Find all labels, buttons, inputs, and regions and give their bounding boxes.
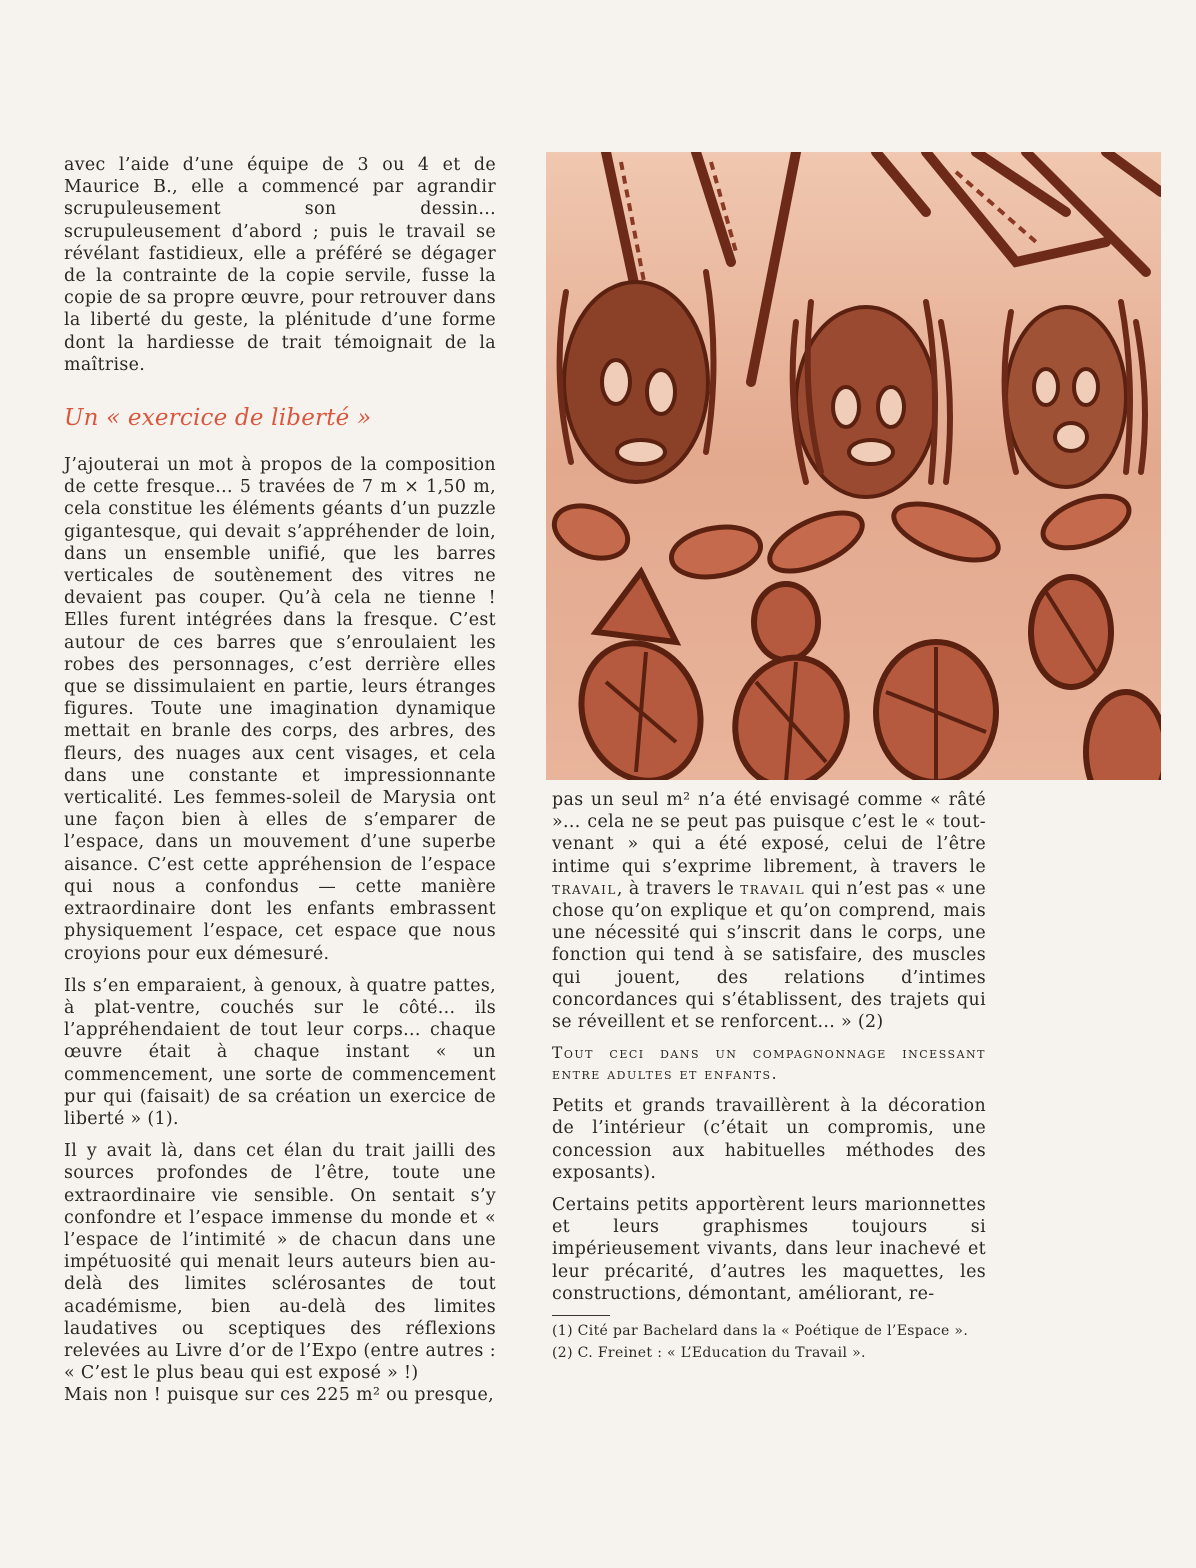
section-heading: Un « exercice de liberté » (64, 405, 372, 432)
right-paragraph-3: Petits et grands travaillèrent à la décoration de l’intérieur (c’était un compromis, une concession aux habituelles méthodes des exposants). (552, 1096, 986, 1183)
footnote-1: (1) Cité par Bachelard dans la « Poétique de l’Espace ». (552, 1323, 969, 1340)
left-paragraph-5: Mais non ! puisque sur ces 225 m² ou presque, (64, 1385, 494, 1406)
footnote-divider (552, 1315, 610, 1316)
right-text-a: pas un seul m² n’a été envisagé comme « râté »... cela ne se peut pas puisque c’est le « tout-venant » qui a été exposé, celui de l’être intime qui s’exprime librement, à travers le (552, 790, 986, 877)
left-paragraph-2: J’ajouterai un mot à propos de la composition de cette fresque... 5 travées de 7 m × 1,50 m, cela constitue les éléments géants d’un puzzle gigantesque, qui devait s’appréhender de loin, dans un ensemble unifié, que les barres verticales de soutènement des vitres ne devaient pas couper. Qu’à cela ne tienne ! Elles furent intégrées dans la fresque. C’est autour de ces barres que s’enroulaient les robes des personnages, c’est derrière elles que se dissimulaient en partie, leurs étranges figures. Toute une imagination dynamique mettait en branle des corps, des arbres, des fleurs, des nuages aux cent visages, et cela dans une constante et impressionnante verticalité. Les femmes-soleil de Marysia ont une façon bien à elles de s’emparer de l’espace, dans un mouvement d’une superbe aisance. C’est cette appréhension de l’espace qui nous a confondus — cette manière extraordinaire dont les enfants embrassent physiquement l’espace, cet espace que nous croyions pour eux démesuré. (64, 455, 496, 964)
footnote-2: (2) C. Freinet : « L’Education du Travail ». (552, 1345, 866, 1362)
footnotes (552, 1322, 986, 1362)
right-column (552, 789, 986, 1366)
travail-word-1: travail (552, 878, 617, 899)
fresco-photo (546, 152, 1161, 780)
left-column (64, 154, 496, 1417)
travail-word-2: travail (740, 878, 806, 899)
left-paragraph-4: Il y avait là, dans cet élan du trait jailli des sources profondes de l’être, toute une extraordinaire vie sensible. On sentait s’y confondre et l’espace immense du monde et « l’espace de l’intimité » de chacun dans une impétuosité qui menait leurs auteurs bien au-delà des limites sclérosantes de tout académisme, bien au-delà des limites laudatives ou sceptiques des réflexions relevées au Livre d’or de l’Expo (entre autres : « C’est le plus beau qui est exposé » !) (64, 1141, 496, 1384)
right-paragraph-4: Certains petits apportèrent leurs marionnettes et leurs graphismes toujours si impérieusement vivants, dans leur inachevé et leur précarité, d’autres les maquettes, les constructions, démontant, améliorant, re- (552, 1195, 986, 1304)
right-paragraph-2: Tout ceci dans un compagnonnage incessant entre adultes et enfants. (552, 1044, 986, 1084)
right-text-b: , à travers le (616, 878, 741, 899)
left-paragraph-3: Ils s’en emparaient, à genoux, à quatre pattes, à plat-ventre, couchés sur le côté... ils l’appréhendaient de tout leur corps... chaque œuvre était à chaque instant « un commencement, une sorte de commencement pur qui (faisait) de sa création un exercice de liberté » (1). (64, 975, 496, 1129)
right-text-c: qui n’est pas « une chose qu’on explique et qu’on comprend, mais une nécessité qui s’inscrit dans le corps, une fonction qui tend à se satisfaire, des muscles qui jouent, des relations d’intimes concordances qui s’établissent, des trajets qui se réveillent et se renforcent... » (2) (552, 878, 986, 1033)
right-paragraph-1 (552, 789, 986, 1033)
left-paragraph-1: avec l’aide d’une équipe de 3 ou 4 et de Maurice B., elle a commencé par agrandir scrupuleusement son dessin... scrupuleusement d’abord ; puis le travail se révélant fastidieux, elle a préféré se dégager de la contrainte de la copie servile, fusse la copie de sa propre œuvre, pour retrouver dans la liberté du geste, la plénitude d’une forme dont la hardiesse de trait témoignait de la maîtrise. (64, 155, 496, 375)
